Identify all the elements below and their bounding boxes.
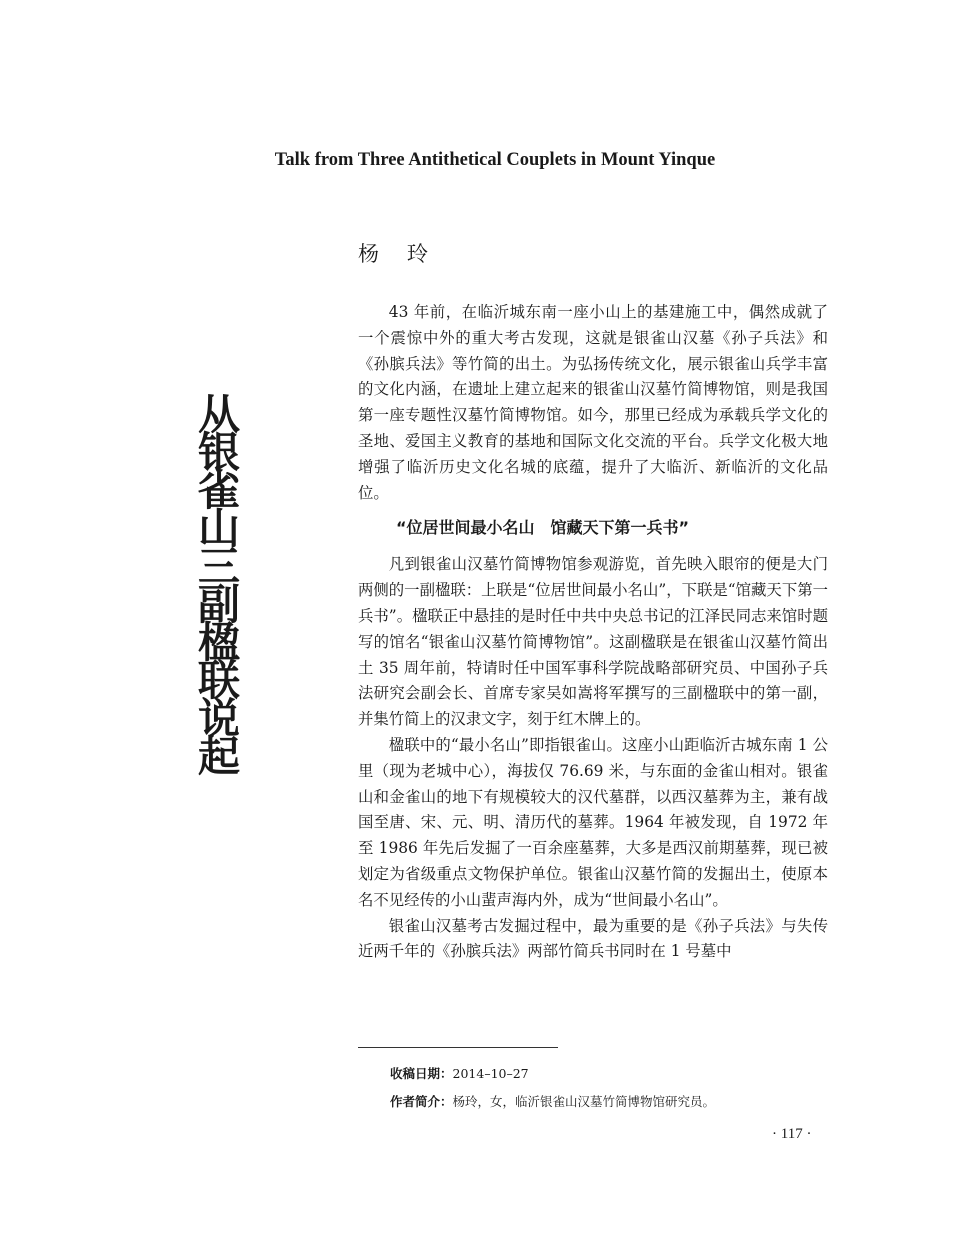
footnote-divider [358,1047,558,1048]
page-number: · 117 · [772,1126,812,1142]
author-bio-value: 杨玲，女，临沂银雀山汉墓竹简博物馆研究员。 [452,1094,716,1109]
author-name: 杨玲 [358,242,456,266]
section-heading: “位居世间最小名山 馆藏天下第一兵书” [396,518,690,538]
author-bio-label: 作者简介： [390,1094,453,1109]
paragraph: 银雀山汉墓考古发掘过程中，最为重要的是《孙子兵法》与失传近两千年的《孙膑兵法》两部竹简兵书同时在 1 号墓中 [358,916,828,961]
english-title: Talk from Three Antithetical Couplets in Mount Yinque [274,150,716,170]
received-date-value: 2014–10–27 [452,1066,529,1081]
footnotes [390,1060,715,1116]
paragraph: 43 年前，在临沂城东南一座小山上的基建施工中，偶然成就了一个震惊中外的重大考古发现，这就是银雀山汉墓《孙子兵法》和《孙膑兵法》等竹简的出土。为弘扬传统文化，展示银雀山兵学丰富的文化内涵，在遗址上建立起来的银雀山汉墓竹简博物馆，则是我国第一座专题性汉墓竹简博物馆。如今，那里已经成为承载兵学文化的圣地、爱国主义教育的基地和国际文化交流的平台。兵学文化极大地增强了临沂历史文化名城的底蕴，提升了大临沂、新临沂的文化品位。 [358,303,828,502]
chinese-title: 从银雀山三副楹联说起 [192,392,241,772]
received-date-label: 收稿日期： [390,1066,453,1081]
received-date-note [390,1060,715,1088]
article-body [358,300,828,965]
paragraph: 楹联中的“最小名山”即指银雀山。这座小山距临沂古城东南 1 公里（现为老城中心），海拔仅 76.69 米，与东面的金雀山相对。银雀山和金雀山的地下有规模较大的汉代墓群，以西汉墓葬为主，兼有战国至唐、宋、元、明、清历代的墓葬。1964 年被发现，自 1972 年至 1986 年先后发掘了一百余座墓葬，大多是西汉前期墓葬，现已被划定为省级重点文物保护单位。银雀山汉墓竹简的发掘出土，使原本名不见经传的小山蜚声海内外，成为“世间最小名山”。 [358,735,828,909]
paragraph: 凡到银雀山汉墓竹简博物馆参观游览，首先映入眼帘的便是大门两侧的一副楹联：上联是“位居世间最小名山”，下联是“馆藏天下第一兵书”。楹联正中悬挂的是时任中共中央总书记的江泽民同志来馆时题写的馆名“银雀山汉墓竹简博物馆”。这副楹联是在银雀山汉墓竹简出土 35 周年前，特请时任中国军事科学院战略部研究员、中国孙子兵法研究会副会长、首席专家吴如嵩将军撰写的三副楹联中的第一副，并集竹简上的汉隶文字，刻于红木牌上的。 [358,555,828,729]
author-bio-note [390,1088,715,1116]
